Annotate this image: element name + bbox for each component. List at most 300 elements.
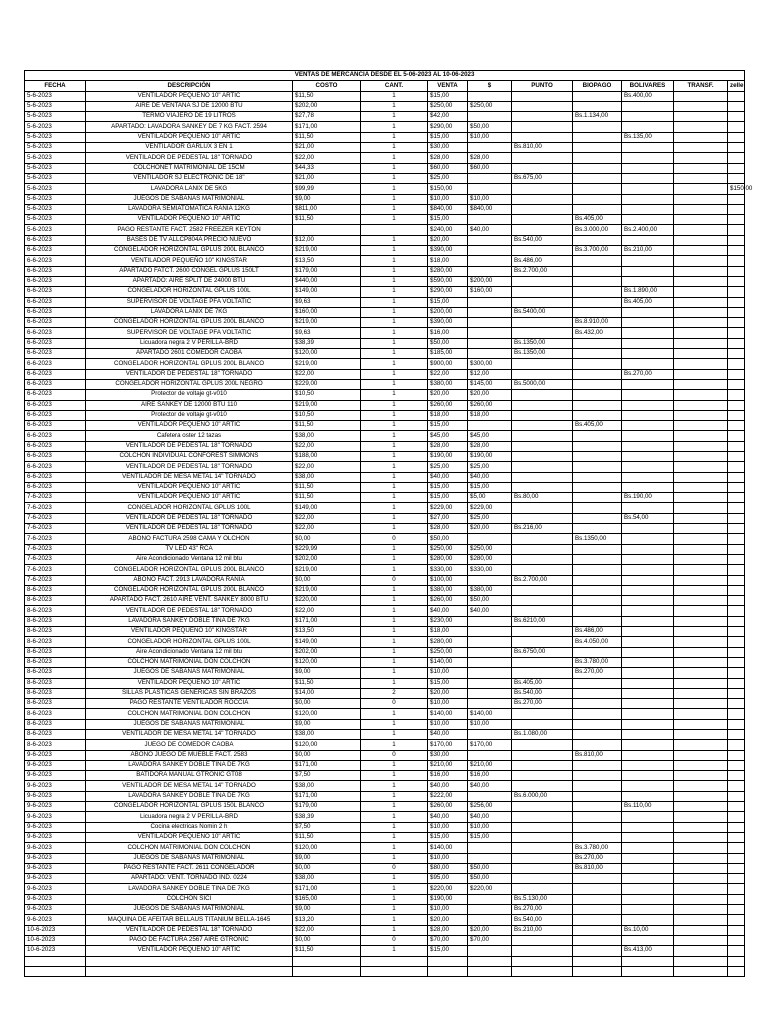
cell-costo: $229,99	[293, 544, 361, 554]
cell-punto	[512, 884, 573, 894]
cell-fecha: 6-6-2023	[25, 297, 86, 307]
cell-punto	[512, 122, 573, 132]
cell-punto: Bs.210,00	[512, 925, 573, 935]
cell-dolares	[468, 647, 512, 657]
cell-transf	[674, 493, 728, 503]
cell-biopago	[573, 287, 622, 297]
cell-zelle	[728, 379, 745, 389]
table-row	[25, 513, 745, 523]
cell-biopago	[573, 462, 622, 472]
cell-transf	[674, 760, 728, 770]
cell-venta: $25,00	[428, 173, 468, 183]
cell-descripcion: SUPERVISOR DE VOLTAGE PFA VOLTATIC	[86, 297, 293, 307]
cell-descripcion: Cafetera oster 12 tazas	[86, 431, 293, 441]
cell-dolares	[468, 657, 512, 667]
cell-descripcion: PAGO RESTANTE FACT. 2611 CONGELADOR	[86, 863, 293, 873]
cell-cant: 1	[361, 369, 428, 379]
cell-bolivares: Bs.413,00	[622, 946, 674, 956]
cell-punto	[512, 627, 573, 637]
cell-dolares	[468, 966, 512, 976]
cell-fecha: 7-6-2023	[25, 503, 86, 513]
cell-descripcion: VENTILADOR PEQUEÑO 10" ARTIC	[86, 421, 293, 431]
cell-dolares	[468, 215, 512, 225]
cell-cant: 1	[361, 647, 428, 657]
cell-biopago	[573, 349, 622, 359]
table-row	[25, 307, 745, 317]
cell-punto	[512, 246, 573, 256]
cell-descripcion: TV LED 43" RCA	[86, 544, 293, 554]
cell-bolivares	[622, 905, 674, 915]
cell-zelle	[728, 482, 745, 492]
cell-transf	[674, 451, 728, 461]
cell-cant: 1	[361, 843, 428, 853]
cell-venta: $260,00	[428, 596, 468, 606]
cell-fecha: 6-6-2023	[25, 421, 86, 431]
table-row	[25, 194, 745, 204]
cell-zelle	[728, 699, 745, 709]
table-row	[25, 544, 745, 554]
cell-costo: $38,39	[293, 338, 361, 348]
cell-punto	[512, 225, 573, 235]
cell-biopago	[573, 606, 622, 616]
table-row	[25, 616, 745, 626]
cell-venta: $50,00	[428, 534, 468, 544]
cell-venta: $18,00	[428, 627, 468, 637]
cell-zelle	[728, 585, 745, 595]
cell-transf	[674, 647, 728, 657]
cell-punto	[512, 832, 573, 842]
cell-bolivares	[622, 204, 674, 214]
table-row	[25, 750, 745, 760]
cell-transf	[674, 266, 728, 276]
cell-biopago	[573, 184, 622, 194]
cell-transf	[674, 349, 728, 359]
table-row	[25, 894, 745, 904]
cell-cant: 1	[361, 554, 428, 564]
cell-descripcion: COLCHONET MATRIMONIAL DE 15CM	[86, 163, 293, 173]
cell-descripcion: VENTILADOR PEQUEÑO 10" ARTIC	[86, 482, 293, 492]
cell-costo: $9,63	[293, 297, 361, 307]
table-row	[25, 781, 745, 791]
cell-zelle	[728, 668, 745, 678]
cell-costo: $440,00	[293, 276, 361, 286]
cell-costo: $171,00	[293, 884, 361, 894]
cell-biopago	[573, 935, 622, 945]
cell-transf	[674, 225, 728, 235]
cell-punto	[512, 565, 573, 575]
cell-bolivares: Bs.110,00	[622, 802, 674, 812]
cell-venta: $10,00	[428, 668, 468, 678]
cell-transf	[674, 235, 728, 245]
cell-bolivares	[622, 894, 674, 904]
cell-dolares: $160,00	[468, 287, 512, 297]
cell-punto	[512, 668, 573, 678]
cell-fecha: 5-6-2023	[25, 173, 86, 183]
cell-cant	[361, 225, 428, 235]
cell-dolares	[468, 678, 512, 688]
cell-dolares	[468, 915, 512, 925]
cell-punto	[512, 441, 573, 451]
cell-zelle	[728, 410, 745, 420]
cell-cant: 1	[361, 215, 428, 225]
cell-descripcion: VENTILADOR DE PEDESTAL 18" TORNADO	[86, 513, 293, 523]
cell-descripcion: Licuadora negra 2 V PERILLA-BRD	[86, 812, 293, 822]
table-row	[25, 349, 745, 359]
cell-descripcion: ABONO JUEGO DE MUEBLE FACT. 2583	[86, 750, 293, 760]
cell-transf	[674, 204, 728, 214]
cell-costo: $0,00	[293, 750, 361, 760]
cell-biopago: Bs.405,00	[573, 421, 622, 431]
cell-punto	[512, 853, 573, 863]
cell-venta: $10,00	[428, 853, 468, 863]
cell-zelle	[728, 730, 745, 740]
cell-transf	[674, 709, 728, 719]
cell-bolivares	[622, 699, 674, 709]
cell-dolares	[468, 421, 512, 431]
cell-venta: $220,00	[428, 884, 468, 894]
cell-punto: Bs.6750,00	[512, 647, 573, 657]
cell-cant: 1	[361, 832, 428, 842]
cell-fecha: 6-6-2023	[25, 369, 86, 379]
cell-cant: 1	[361, 771, 428, 781]
cell-descripcion: APARTADO FACT. 2610 AIRE VENT. SANKEY 8000 BTU	[86, 596, 293, 606]
cell-fecha: 6-6-2023	[25, 462, 86, 472]
cell-punto	[512, 287, 573, 297]
cell-fecha: 6-6-2023	[25, 349, 86, 359]
table-row	[25, 832, 745, 842]
cell-cant: 1	[361, 122, 428, 132]
cell-transf	[674, 585, 728, 595]
cell-transf	[674, 863, 728, 873]
cell-descripcion: VENTILADOR PEQUEÑO 10" ARTIC	[86, 678, 293, 688]
table-row	[25, 688, 745, 698]
cell-cant: 1	[361, 235, 428, 245]
cell-biopago	[573, 472, 622, 482]
cell-dolares: $28,00	[468, 153, 512, 163]
cell-dolares	[468, 637, 512, 647]
cell-fecha: 8-6-2023	[25, 730, 86, 740]
cell-costo: $11,50	[293, 482, 361, 492]
cell-costo: $11,50	[293, 91, 361, 101]
cell-transf	[674, 173, 728, 183]
cell-fecha: 8-6-2023	[25, 606, 86, 616]
cell-venta: $390,00	[428, 318, 468, 328]
cell-descripcion: LAVADORA LANIX DE 7KG	[86, 307, 293, 317]
cell-dolares	[468, 266, 512, 276]
cell-fecha: 6-6-2023	[25, 410, 86, 420]
cell-costo: $9,00	[293, 905, 361, 915]
cell-fecha: 5-6-2023	[25, 215, 86, 225]
cell-transf	[674, 534, 728, 544]
cell-biopago: Bs.1350,00	[573, 534, 622, 544]
cell-costo: $120,00	[293, 349, 361, 359]
cell-costo: $11,50	[293, 215, 361, 225]
cell-venta: $229,00	[428, 503, 468, 513]
cell-zelle	[728, 287, 745, 297]
cell-dolares	[468, 112, 512, 122]
cell-punto: Bs.405,00	[512, 678, 573, 688]
cell-descripcion: LAVADORA LANIX DE 5KG	[86, 184, 293, 194]
cell-punto: Bs.540,00	[512, 688, 573, 698]
cell-cant: 1	[361, 153, 428, 163]
cell-zelle	[728, 544, 745, 554]
cell-bolivares	[622, 338, 674, 348]
cell-zelle	[728, 246, 745, 256]
cell-dolares	[468, 688, 512, 698]
cell-descripcion: CONGELADOR HORIZONTAL GPLUS 100L	[86, 637, 293, 647]
cell-venta: $280,00	[428, 266, 468, 276]
cell-biopago	[573, 482, 622, 492]
cell-venta: $190,00	[428, 451, 468, 461]
cell-bolivares	[622, 791, 674, 801]
cell-venta: $150,00	[428, 184, 468, 194]
cell-venta: $60,00	[428, 163, 468, 173]
cell-cant: 1	[361, 266, 428, 276]
cell-dolares: $140,00	[468, 709, 512, 719]
cell-punto	[512, 966, 573, 976]
cell-bolivares	[622, 101, 674, 111]
cell-dolares: $5,00	[468, 493, 512, 503]
cell-punto	[512, 760, 573, 770]
cell-punto	[512, 843, 573, 853]
cell-cant: 1	[361, 421, 428, 431]
cell-punto	[512, 410, 573, 420]
cell-transf	[674, 946, 728, 956]
cell-dolares: $10,00	[468, 822, 512, 832]
cell-fecha: 6-6-2023	[25, 441, 86, 451]
table-row	[25, 791, 745, 801]
cell-zelle	[728, 719, 745, 729]
cell-fecha: 5-6-2023	[25, 91, 86, 101]
cell-descripcion: VENTILADOR DE PEDESTAL 18" TORNADO	[86, 925, 293, 935]
cell-punto	[512, 513, 573, 523]
cell-zelle	[728, 740, 745, 750]
cell-punto	[512, 91, 573, 101]
cell-bolivares	[622, 256, 674, 266]
cell-venta: $16,00	[428, 328, 468, 338]
cell-transf	[674, 606, 728, 616]
cell-descripcion: COLCHON MATRIMONIAL DON COLCHON	[86, 657, 293, 667]
table-row	[25, 472, 745, 482]
cell-transf	[674, 287, 728, 297]
cell-descripcion: COLCHON MATRIMONIAL DON COLCHON	[86, 843, 293, 853]
cell-bolivares	[622, 668, 674, 678]
table-row	[25, 740, 745, 750]
cell-bolivares	[622, 349, 674, 359]
cell-transf	[674, 513, 728, 523]
cell-dolares: $20,00	[468, 925, 512, 935]
table-row	[25, 482, 745, 492]
cell-punto	[512, 740, 573, 750]
cell-dolares: $250,00	[468, 544, 512, 554]
table-row	[25, 153, 745, 163]
cell-punto	[512, 781, 573, 791]
cell-transf	[674, 153, 728, 163]
cell-zelle	[728, 575, 745, 585]
cell-punto: Bs.1350,00	[512, 349, 573, 359]
cell-descripcion: SILLAS PLASTICAS GENERICAS SIN BRAZOS	[86, 688, 293, 698]
cell-fecha: 9-6-2023	[25, 781, 86, 791]
cell-descripcion: PAGO DE FACTURA 2567 AIRE GTRONIC	[86, 935, 293, 945]
cell-punto: Bs.675,00	[512, 173, 573, 183]
cell-biopago	[573, 678, 622, 688]
cell-cant: 1	[361, 884, 428, 894]
cell-biopago	[573, 369, 622, 379]
cell-bolivares	[622, 884, 674, 894]
cell-venta: $10,00	[428, 905, 468, 915]
cell-biopago	[573, 256, 622, 266]
cell-zelle	[728, 276, 745, 286]
table-row	[25, 719, 745, 729]
cell-venta: $40,00	[428, 730, 468, 740]
cell-descripcion	[86, 966, 293, 976]
cell-bolivares	[622, 112, 674, 122]
cell-bolivares	[622, 935, 674, 945]
table-row	[25, 843, 745, 853]
cell-bolivares	[622, 657, 674, 667]
cell-dolares	[468, 843, 512, 853]
cell-descripcion: VENTILADOR PEQUEÑO 10" KINGSTAR	[86, 256, 293, 266]
cell-zelle	[728, 822, 745, 832]
cell-fecha: 8-6-2023	[25, 719, 86, 729]
cell-bolivares	[622, 276, 674, 286]
cell-bolivares	[622, 421, 674, 431]
table-row	[25, 606, 745, 616]
cell-venta: $15,00	[428, 678, 468, 688]
cell-transf	[674, 925, 728, 935]
cell-costo: $11,50	[293, 493, 361, 503]
cell-bolivares	[622, 688, 674, 698]
cell-punto: Bs.540,00	[512, 915, 573, 925]
cell-punto	[512, 297, 573, 307]
cell-descripcion: ABONO FACTURA 2598 CAMA Y OLCHON	[86, 534, 293, 544]
table-row	[25, 225, 745, 235]
cell-costo: $188,00	[293, 451, 361, 461]
cell-venta: $18,00	[428, 256, 468, 266]
cell-dolares: $40,00	[468, 225, 512, 235]
cell-punto	[512, 802, 573, 812]
cell-biopago	[573, 699, 622, 709]
cell-bolivares	[622, 822, 674, 832]
cell-transf	[674, 894, 728, 904]
cell-punto	[512, 462, 573, 472]
cell-fecha: 6-6-2023	[25, 266, 86, 276]
cell-costo: $22,00	[293, 606, 361, 616]
cell-cant: 1	[361, 802, 428, 812]
cell-punto	[512, 719, 573, 729]
cell-dolares	[468, 894, 512, 904]
cell-dolares: $260,00	[468, 400, 512, 410]
cell-dolares: $10,00	[468, 719, 512, 729]
cell-costo: $811,00	[293, 204, 361, 214]
cell-bolivares	[622, 966, 674, 976]
cell-biopago	[573, 524, 622, 534]
cell-transf	[674, 524, 728, 534]
cell-fecha: 7-6-2023	[25, 554, 86, 564]
cell-zelle	[728, 266, 745, 276]
cell-transf	[674, 112, 728, 122]
cell-biopago: Bs.270,00	[573, 668, 622, 678]
cell-cant: 1	[361, 338, 428, 348]
cell-venta: $140,00	[428, 709, 468, 719]
cell-cant: 1	[361, 143, 428, 153]
cell-cant: 0	[361, 935, 428, 945]
cell-punto: Bs.6210,00	[512, 616, 573, 626]
cell-costo: $10,50	[293, 390, 361, 400]
cell-costo: $27,78	[293, 112, 361, 122]
cell-costo: $13,20	[293, 915, 361, 925]
cell-transf	[674, 771, 728, 781]
cell-transf	[674, 431, 728, 441]
cell-venta: $15,00	[428, 421, 468, 431]
cell-costo: $11,50	[293, 421, 361, 431]
cell-venta: $190,00	[428, 894, 468, 904]
cell-bolivares	[622, 874, 674, 884]
cell-venta: $250,00	[428, 544, 468, 554]
cell-descripcion: CONGELADOR HORIZONTAL GPLUS 200L BLANCO	[86, 318, 293, 328]
cell-dolares: $840,00	[468, 204, 512, 214]
cell-fecha: 9-6-2023	[25, 760, 86, 770]
cell-zelle	[728, 905, 745, 915]
table-row	[25, 647, 745, 657]
cell-costo: $11,50	[293, 832, 361, 842]
cell-dolares: $50,00	[468, 863, 512, 873]
cell-punto	[512, 359, 573, 369]
cell-bolivares	[622, 534, 674, 544]
cell-bolivares	[622, 410, 674, 420]
cell-bolivares: Bs.1.890,00	[622, 287, 674, 297]
cell-zelle	[728, 843, 745, 853]
cell-costo: $179,00	[293, 266, 361, 276]
cell-bolivares	[622, 215, 674, 225]
table-row	[25, 246, 745, 256]
cell-punto	[512, 956, 573, 966]
cell-cant: 1	[361, 441, 428, 451]
cell-costo: $22,00	[293, 524, 361, 534]
cell-bolivares: Bs.210,00	[622, 246, 674, 256]
cell-biopago	[573, 884, 622, 894]
cell-transf	[674, 812, 728, 822]
cell-zelle	[728, 101, 745, 111]
cell-dolares: $60,00	[468, 163, 512, 173]
cell-biopago: Bs.270,00	[573, 853, 622, 863]
cell-zelle	[728, 781, 745, 791]
cell-costo: $11,50	[293, 678, 361, 688]
table-row	[25, 565, 745, 575]
cell-venta: $40,00	[428, 781, 468, 791]
cell-punto	[512, 657, 573, 667]
table-row	[25, 575, 745, 585]
cell-cant: 1	[361, 719, 428, 729]
cell-biopago	[573, 194, 622, 204]
cell-fecha: 9-6-2023	[25, 802, 86, 812]
cell-biopago	[573, 153, 622, 163]
cell-costo: $38,00	[293, 472, 361, 482]
column-header-zelle: zelle	[728, 81, 745, 91]
cell-dolares	[468, 307, 512, 317]
cell-dolares: $40,00	[468, 472, 512, 482]
cell-venta: $40,00	[428, 606, 468, 616]
cell-descripcion: VENTILADOR DE PEDESTAL 18" TORNADO	[86, 462, 293, 472]
cell-dolares: $330,00	[468, 565, 512, 575]
cell-zelle	[728, 760, 745, 770]
cell-descripcion: AIRE SANKEY DE 12000 BTU 110	[86, 400, 293, 410]
cell-fecha: 8-6-2023	[25, 596, 86, 606]
cell-cant: 1	[361, 709, 428, 719]
cell-punto	[512, 204, 573, 214]
table-row	[25, 596, 745, 606]
cell-transf	[674, 379, 728, 389]
